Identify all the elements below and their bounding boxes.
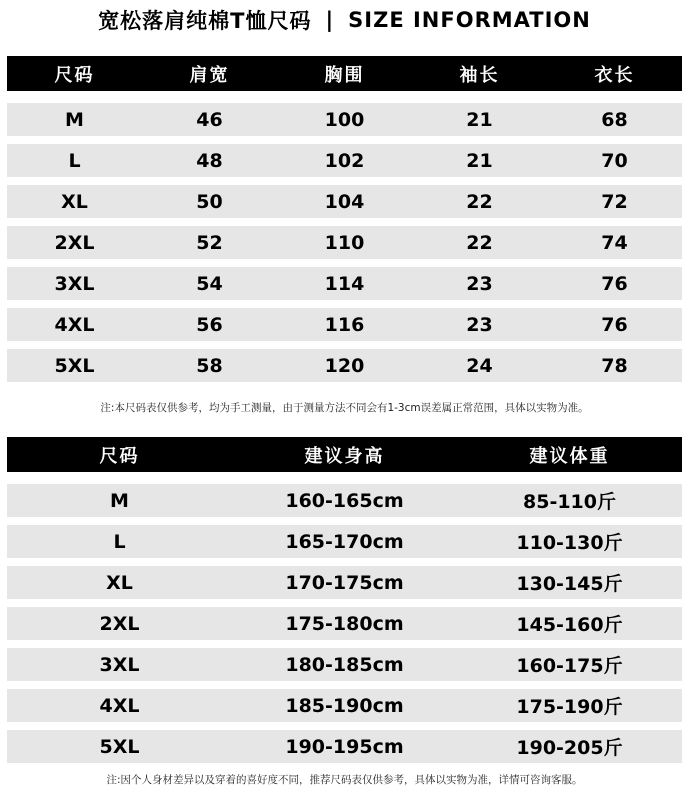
table-row [7,689,682,722]
table-row [7,484,682,517]
length-cell: 68 [601,108,628,131]
size-cell: 5XL [99,735,140,758]
weight-cell: 160-175斤 [516,655,623,677]
header-sleeve: 袖长 [459,64,500,86]
title-chinese: 宽松落肩纯棉T恤尺码 [98,9,312,33]
size-cell: 4XL [54,313,95,336]
header-size: 尺码 [54,64,95,86]
size-cell: 2XL [99,612,140,635]
measurement-note: 注:本尺码表仅供参考，均为手工测量，由于测量方法不同会有1-3cm误差属正常范围，具体以实物为准。 [100,402,589,414]
header-size: 尺码 [99,445,140,467]
recommend-table [7,437,682,771]
table-row [7,103,682,136]
title-english: SIZE INFORMATION [348,8,591,32]
shoulder-cell: 54 [196,272,223,295]
height-cell: 165-170cm [285,530,404,553]
size-cell: L [113,530,126,553]
recommend-table-header [7,437,682,472]
size-cell: 3XL [99,653,140,676]
height-cell: 175-180cm [285,612,404,635]
height-cell: 170-175cm [285,571,404,594]
height-cell: 185-190cm [285,694,404,717]
chest-cell: 110 [324,231,365,254]
table-row [7,144,682,177]
size-cell: M [65,108,84,131]
shoulder-cell: 50 [196,190,223,213]
size-cell: 2XL [54,231,95,254]
length-cell: 78 [601,354,628,377]
table-row [7,607,682,640]
page-title [0,2,689,38]
weight-cell: 175-190斤 [516,696,623,718]
header-chest: 胸围 [324,64,365,86]
size-table [7,56,682,390]
recommend-note: 注:因个人身材差异以及穿着的喜好度不同，推荐尺码表仅供参考，具体以实物为准，详情可咨询客服。 [106,774,583,786]
chest-cell: 120 [324,354,365,377]
header-length: 衣长 [594,64,635,86]
shoulder-cell: 58 [196,354,223,377]
length-cell: 70 [601,149,628,172]
sleeve-cell: 23 [466,272,493,295]
table-row [7,349,682,382]
length-cell: 72 [601,190,628,213]
length-cell: 74 [601,231,628,254]
height-cell: 190-195cm [285,735,404,758]
sleeve-cell: 23 [466,313,493,336]
table-row [7,566,682,599]
size-table-header [7,56,682,91]
size-cell: L [68,149,81,172]
weight-cell: 130-145斤 [516,573,623,595]
height-cell: 180-185cm [285,653,404,676]
header-height: 建议身高 [304,445,385,467]
size-cell: 3XL [54,272,95,295]
sleeve-cell: 21 [466,149,493,172]
size-cell: 4XL [99,694,140,717]
table-row [7,525,682,558]
chest-cell: 100 [324,108,365,131]
sleeve-cell: 22 [466,190,493,213]
sleeve-cell: 21 [466,108,493,131]
table-row [7,648,682,681]
chest-cell: 104 [324,190,365,213]
table-row [7,185,682,218]
weight-cell: 190-205斤 [516,737,623,759]
table-row [7,730,682,763]
weight-cell: 85-110斤 [523,491,616,513]
height-cell: 160-165cm [285,489,404,512]
sleeve-cell: 22 [466,231,493,254]
sleeve-cell: 24 [466,354,493,377]
header-shoulder: 肩宽 [189,64,230,86]
size-cell: XL [61,190,88,213]
length-cell: 76 [601,272,628,295]
chest-cell: 116 [324,313,365,336]
shoulder-cell: 56 [196,313,223,336]
title-separator: | [325,8,335,32]
length-cell: 76 [601,313,628,336]
shoulder-cell: 48 [196,149,223,172]
weight-cell: 145-160斤 [516,614,623,636]
chest-cell: 114 [324,272,365,295]
header-weight: 建议体重 [529,445,610,467]
size-cell: M [110,489,129,512]
table-row [7,226,682,259]
table-row [7,267,682,300]
size-cell: XL [106,571,133,594]
table-row [7,308,682,341]
shoulder-cell: 52 [196,231,223,254]
shoulder-cell: 46 [196,108,223,131]
size-cell: 5XL [54,354,95,377]
weight-cell: 110-130斤 [516,532,623,554]
chest-cell: 102 [324,149,365,172]
